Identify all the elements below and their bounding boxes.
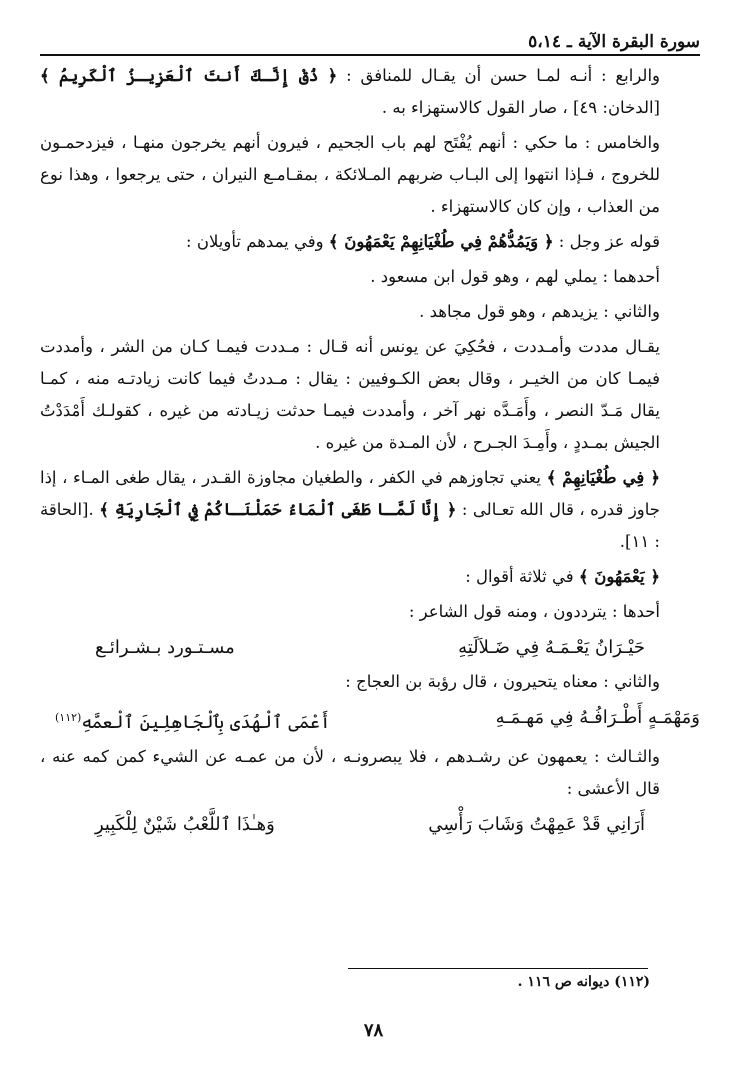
- footnote-ref: (١١٢): [55, 711, 82, 724]
- poem-hemistich-left: مسـتـورد بـشـرائـع: [95, 637, 235, 658]
- paragraph-text: في ثلاثة أقوال :: [465, 567, 579, 586]
- header-title: سورة البقرة الآية ـ ٥،١٤: [528, 32, 700, 52]
- paragraph: والثاني : معناه يتحيرون ، قال رؤبة بن العجاج :: [345, 672, 660, 691]
- paragraph: [40, 462, 700, 558]
- paragraph-text: والرابع : أنـه لمـا حسن أن يقـال للمنافق :: [337, 66, 660, 85]
- poem-hemistich-right: حَيْـرَانُ يَعْـمَـهُ فِي ضَـلاَلَتِهِ: [458, 637, 645, 658]
- poem-hemistich-text: أَعْمَى ٱلْهُدَى بِٱلْجَاهِلِينَ ٱلْعمَّهِ: [81, 712, 331, 733]
- poem-hemistich-left: وَهـٰذَا ٱللَّعْبُ شَيْنٌ لِلْكَبِيرِ: [95, 814, 275, 835]
- footnote-divider: [348, 968, 648, 969]
- poem-verse: [40, 632, 700, 664]
- quran-quote: ﴿ يَعْمَهُونَ ﴾: [578, 567, 660, 586]
- paragraph: [40, 60, 700, 124]
- page-number: ٧٨: [363, 1020, 384, 1041]
- paragraph: والثـالث : يعمهون عن رشـدهم ، فلا يبصرونـه ، لأن من عمـه عن الشيء كمن كمه عنه ، قال الأعشى :: [40, 747, 660, 798]
- paragraph: [40, 226, 700, 258]
- paragraph-text: [الدخان: ٤٩] ، صار القول كالاستهزاء به .: [381, 98, 660, 117]
- paragraph-text: وفي يمدهم تأويلان :: [186, 232, 329, 251]
- paragraph: [40, 561, 700, 593]
- poem-verse: [40, 702, 700, 739]
- paragraph-text: .[الحاقة : ١١].: [40, 500, 660, 551]
- paragraph-text: قوله عز وجل :: [553, 232, 660, 251]
- main-text: [40, 60, 700, 843]
- paragraph-text: يعني تجاوزهم في الكفر ، والطغيان مجاوزة القـدر ، يقال طغى المـاء ، إذا جاوز قدره ، قال الله تعـالى :: [40, 468, 660, 519]
- quran-quote: ﴿ إِنَّا لَمَّـا طَغَى ٱلْمَاءُ حَمَلْنَـاكُمْ فِي ٱلْجَارِيَةِ ﴾: [99, 500, 457, 519]
- poem-verse: [40, 809, 700, 841]
- paragraph: والثاني : يزيدهم ، وهو قول مجاهد .: [419, 302, 660, 321]
- paragraph: أحدها : يترددون ، ومنه قول الشاعر :: [408, 602, 660, 621]
- quran-quote: ﴿ فِي طُغْيَانِهِمْ ﴾: [546, 468, 660, 487]
- paragraph: يقـال مددت وأمـددت ، فحُكِيَ عن يونس أنه قـال : مـددت فيمـا كـان من الشر ، وأمددت فيمـا كان من الخيـر ، وقال بعض الكـوفيين : يقال : مـددتُ فيما كانت زيادتـه منه ، كمـا يقال مَـدّ النصر ، وأَمَـدَّه نهر آخر ، وأمددت فيمـا حدثت زيـادته من غيره ، كقولـك أَمْدَدْتُ الجيش بمـددٍ ، وأَمِـدَ الجـرح ، لأن المـدة من غيره .: [40, 337, 660, 452]
- quran-quote: ﴿ وَيَمُدُّهُمْ فِي طُغْيَانِهِمْ يَعْمَهُونَ ﴾: [328, 232, 554, 251]
- paragraph: والخامس : ما حكي : أنهم يُفْتَح لهم باب الجحيم ، فيرون أنهم يخرجون منهـا ، فيزدحمـون للخروج ، فـإذا انتهوا إلى البـاب ضربهم المـلائكة ، بمقـامـع النيران ، حتى يرجعوا ، وهذا نوع من العذاب ، وإن كان كالاستهزاء .: [40, 133, 660, 216]
- quran-quote: ﴿ ذُقْ إِنَّـكَ أَنتَ ٱلْعَزِيـزُ ٱلْكَرِيمُ ﴾: [40, 66, 338, 85]
- poem-hemistich-right: وَمَهْمَـهٍ أَطْـرَافُـهُ فِي مَهـمَـهِ: [495, 707, 700, 728]
- running-header: [40, 30, 700, 56]
- poem-hemistich-right: أَرَانِي قَدْ عَمِهْتُ وَشَابَ رَأْسِي: [428, 814, 645, 835]
- paragraph: أحدهما : يملي لهم ، وهو قول ابن مسعود .: [370, 267, 660, 286]
- footnote: (١١٢) ديوانه ص ١١٦ .: [517, 974, 650, 990]
- poem-hemistich-left: [55, 702, 331, 739]
